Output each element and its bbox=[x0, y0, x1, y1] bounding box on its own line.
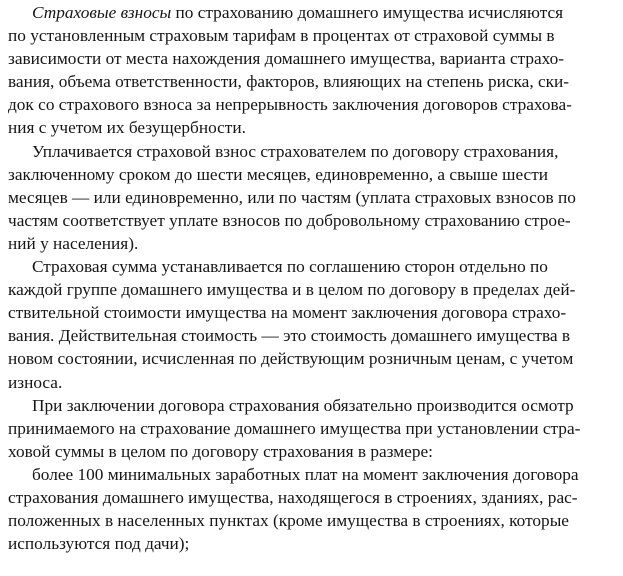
text-line: ствительной стоимости имущества на момент заключения договора страхо- bbox=[8, 303, 567, 323]
text-line: каждой группе домашнего имущества и в целом по договору в пределах дей- bbox=[8, 280, 576, 300]
text-line: Страховая сумма устанавливается по соглашению сторон отдельно по bbox=[32, 257, 548, 277]
text-line: более 100 минимальных заработных плат на момент заключения договора bbox=[32, 464, 579, 484]
text-line: месяцев — или единовременно, или по частям (уплата страховых взносов по bbox=[8, 187, 576, 207]
text-line: вания. Действительная стоимость — это стоимость домашнего имущества в bbox=[8, 326, 571, 346]
text-line: используются под дачи); bbox=[8, 534, 190, 554]
text-line bbox=[8, 1, 613, 24]
text-line: зависимости от места нахождения домашнего имущества, варианта страхо- bbox=[8, 49, 565, 69]
paragraph-list-item bbox=[8, 463, 613, 555]
text-line: ния с учетом их безущербности. bbox=[8, 118, 246, 138]
text-line: Уплачивается страховой взнос страхователем по договору страхования, bbox=[32, 141, 559, 161]
paragraph-insurance-premiums bbox=[8, 1, 613, 140]
text-line: новом состоянии, исчисленная по действующим розничным ценам, с учетом bbox=[8, 349, 574, 369]
paragraph-sum-insured bbox=[8, 255, 613, 394]
text-line: При заключении договора страхования обязательно производится осмотр bbox=[32, 395, 574, 415]
paragraph-payment bbox=[8, 140, 613, 255]
italic-term: Страховые взносы bbox=[32, 3, 172, 22]
text-line: вания, объема ответственности, факторов, влияющих на степень риска, ски- bbox=[8, 72, 570, 92]
text-line: страхования домашнего имущества, находящегося в строениях, зданиях, рас- bbox=[8, 487, 578, 507]
text-line: по установленным страховым тарифам в процентах от страховой суммы в bbox=[8, 26, 555, 46]
text-line: положенных в населенных пунктах (кроме имущества в строениях, которые bbox=[8, 511, 569, 531]
text-line: частям соответствует уплате взносов по добровольному страхованию строе- bbox=[8, 210, 571, 230]
paragraph-inspection bbox=[8, 394, 613, 463]
text-line: износа. bbox=[8, 372, 63, 392]
text-line: ний у населения). bbox=[8, 233, 139, 253]
text-line: заключенному сроком до шести месяцев, единовременно, а свыше шести bbox=[8, 164, 549, 184]
text-line: принимаемого на страхование домашнего имущества при установлении стра- bbox=[8, 418, 581, 438]
text-line: док со страхового взноса за непрерывность заключения договоров страхова- bbox=[8, 95, 572, 115]
text-line: ховой суммы в целом по договору страхования в размере: bbox=[8, 441, 433, 461]
text-run: по страхованию домашнего имущества исчисляются bbox=[171, 3, 564, 22]
document-text bbox=[8, 1, 613, 555]
